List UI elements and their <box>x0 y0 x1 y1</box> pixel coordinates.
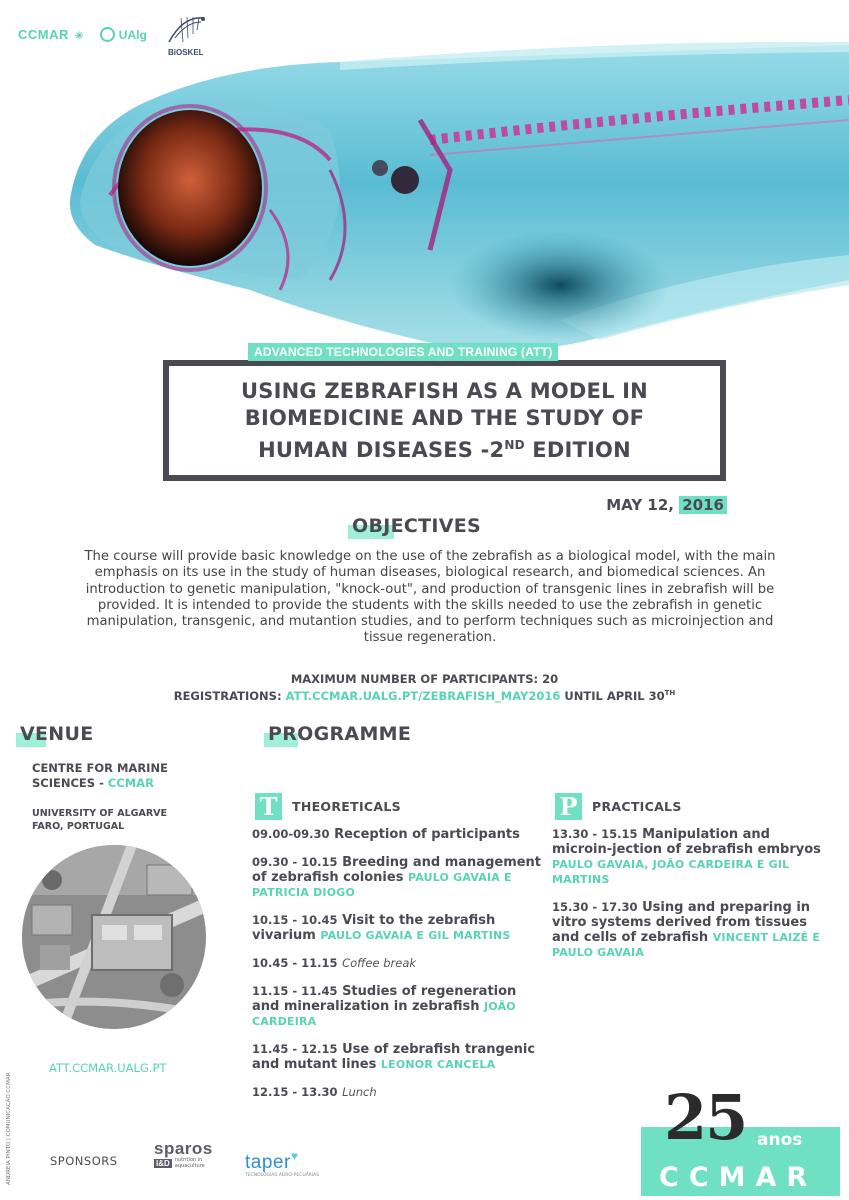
logo-bar <box>18 12 209 57</box>
practicals-letter-badge: P <box>555 793 582 820</box>
programme-item <box>252 855 542 900</box>
theoreticals-header <box>255 793 401 820</box>
title-line-3-pre: HUMAN DISEASES -2 <box>258 437 505 462</box>
title-line-3-post: EDITION <box>524 437 631 462</box>
objectives-text: The course will provide basic knowledge on the use of the zebrafish as a biological model, with the main emphasis on its use in the study of human diseases, biological research, and biomedical sciences. An introduction to genetic manipulation, "knock-out", and production of transgenic lines in zebrafish will be provided. It is intended to provide the students with the skills needed to use the zebrafish in genetic manipulation, transgenic, and mutantion studies, and to perform techniques such as microinjection and tissue regeneration. <box>84 549 776 646</box>
heart-icon: ♥ <box>290 1149 299 1163</box>
anniversary-anos: anos <box>757 1130 803 1150</box>
programme-item <box>252 956 542 971</box>
anniversary-number: 25 <box>664 1081 747 1154</box>
programme-item-break: Lunch <box>342 1085 377 1099</box>
venue-uni-line-1: UNIVERSITY OF ALGARVE <box>32 808 167 819</box>
registration-until-sup: TH <box>664 689 676 697</box>
practicals-list <box>552 827 832 973</box>
venue-name-line-2-pre: SCIENCES - <box>32 776 108 790</box>
programme-item-time: 10.15 - 10.45 <box>252 913 338 927</box>
taper-logo-text: taper <box>245 1152 291 1173</box>
programme-item-speakers: PAULO GAVAIA E GIL MARTINS <box>320 929 511 942</box>
programme-item-time: 10.45 - 11.15 <box>252 956 338 970</box>
venue-name-ccmar: CCMAR <box>107 776 154 790</box>
programme-item-speakers: PAULO GAVAIA, JOÃO CARDEIRA E GIL MARTINS <box>552 858 790 886</box>
title-line-3 <box>241 432 648 464</box>
course-title <box>241 378 648 464</box>
programme-item-speakers: PAULO GAVAIA E PATRICIA DIOGO <box>252 871 512 899</box>
programme-item-speakers: VINCENT LAIZÉ E PAULO GAVAIA <box>552 931 821 959</box>
objectives-heading-text: OBJECTIVES <box>352 515 482 537</box>
aerial-map-drawing <box>22 845 206 1029</box>
max-participants: MAXIMUM NUMBER OF PARTICIPANTS: 20 <box>290 672 559 686</box>
fish-skeleton-icon <box>163 12 209 48</box>
date-day: MAY 12, <box>606 496 675 514</box>
programme-item-speakers: LEONOR CANCELA <box>380 1058 496 1071</box>
aerial-map-image <box>22 845 206 1029</box>
venue-name-line-1: CENTRE FOR MARINE <box>32 761 168 775</box>
anniversary-ccmar: CCMAR <box>659 1162 818 1193</box>
venue-university <box>32 807 167 833</box>
title-edition-sup: ND <box>504 437 525 452</box>
ccmar-logo-text: CCMAR <box>18 27 69 42</box>
programme-item-title: Manipulation and microin-jection of zebrafish embryos <box>552 827 821 857</box>
att-label: ADVANCED TECHNOLOGIES AND TRAINING (ATT) <box>248 343 558 361</box>
programme-item-time: 11.45 - 12.15 <box>252 1042 338 1056</box>
programme-item-time: 13.30 - 15.15 <box>552 827 638 841</box>
programme-item-title: Breeding and management of zebrafish colonies <box>252 855 542 885</box>
taper-logo-tagline: TECNOLOGIAS AGRO-PECUÁRIAS <box>245 1173 320 1178</box>
sun-icon: ✳ <box>74 31 84 42</box>
programme-item-break: Coffee break <box>342 956 417 970</box>
programme-item-time: 09.00-09.30 <box>252 827 330 841</box>
practicals-header <box>555 793 682 820</box>
ualg-circle-icon <box>100 27 115 42</box>
programme-item-title: Studies of regeneration and mineralization in zebrafish <box>252 984 517 1014</box>
bioskel-logo-text: BiOSKEL <box>168 48 204 57</box>
programme-item <box>252 913 542 943</box>
programme-item-title: Reception of participants <box>334 827 520 842</box>
ccmar-logo <box>18 27 84 42</box>
venue-name <box>32 761 168 791</box>
taper-logo-word <box>245 1146 319 1173</box>
programme-item <box>252 1042 542 1072</box>
programme-item-time: 11.15 - 11.45 <box>252 984 338 998</box>
venue-heading-text: VENUE <box>20 723 94 745</box>
registration-line <box>0 686 849 703</box>
objectives-heading <box>352 515 481 537</box>
programme-heading <box>268 723 411 745</box>
programme-item-title: Using and preparing in vitro systems derived from tissues and cells of zebrafish <box>552 900 811 945</box>
ualg-logo-text: UAlg <box>118 27 147 42</box>
programme-item-title: Visit to the zebrafish vivarium <box>252 913 496 943</box>
programme-item <box>552 900 832 960</box>
programme-item-title: Use of zebrafish trangenic and mutant lines <box>252 1042 536 1072</box>
programme-item <box>252 984 542 1029</box>
venue-uni-line-2: FARO, PORTUGAL <box>32 821 125 832</box>
practicals-label: PRACTICALS <box>592 799 682 814</box>
sparos-logo-tagline: nutrition in aquaculture <box>174 1157 205 1169</box>
programme-item <box>252 1085 542 1100</box>
sparos-logo-sub <box>154 1157 218 1169</box>
venue-heading <box>20 723 94 745</box>
sparos-logo-tag: I&D <box>156 1158 170 1168</box>
title-line-1: USING ZEBRAFISH AS A MODEL IN <box>241 378 648 403</box>
title-line-2: BIOMEDICINE AND THE STUDY OF <box>244 405 645 430</box>
zebrafish-image <box>0 20 849 365</box>
theoreticals-letter-badge: T <box>255 793 282 820</box>
title-box <box>163 360 726 481</box>
theoreticals-list <box>252 827 542 1113</box>
ualg-logo <box>100 27 147 42</box>
sparos-logo <box>154 1141 218 1169</box>
design-credit: ANDREIA PINTO | COMUNICAÇÃO CCMAR <box>6 1072 12 1185</box>
programme-item-time: 09.30 - 10.15 <box>252 855 338 869</box>
programme-item-time: 15.30 - 17.30 <box>552 900 638 914</box>
venue-url-link[interactable]: ATT.CCMAR.UALG.PT <box>49 1061 167 1075</box>
bioskel-logo <box>163 12 209 57</box>
programme-item-speakers: JOÃO CARDEIRA <box>252 1000 516 1028</box>
registration-label: REGISTRATIONS: <box>173 689 282 703</box>
programme-item-time: 12.15 - 13.30 <box>252 1085 338 1099</box>
course-date <box>606 496 727 514</box>
sponsors-label: SPONSORS <box>50 1154 118 1168</box>
programme-item <box>252 827 542 842</box>
date-year: 2016 <box>679 496 727 514</box>
programme-heading-text: PROGRAMME <box>268 723 412 745</box>
registration-until: UNTIL APRIL 30 <box>564 689 665 703</box>
registration-info <box>0 672 849 703</box>
venue-name-line-2 <box>32 776 168 791</box>
sparos-logo-text: sparos <box>154 1139 213 1158</box>
taper-logo <box>245 1146 319 1178</box>
programme-item <box>552 827 832 887</box>
registration-link[interactable]: ATT.CCMAR.UALG.PT/ZEBRAFISH_MAY2016 <box>285 689 561 703</box>
theoreticals-label: THEORETICALS <box>292 799 401 814</box>
